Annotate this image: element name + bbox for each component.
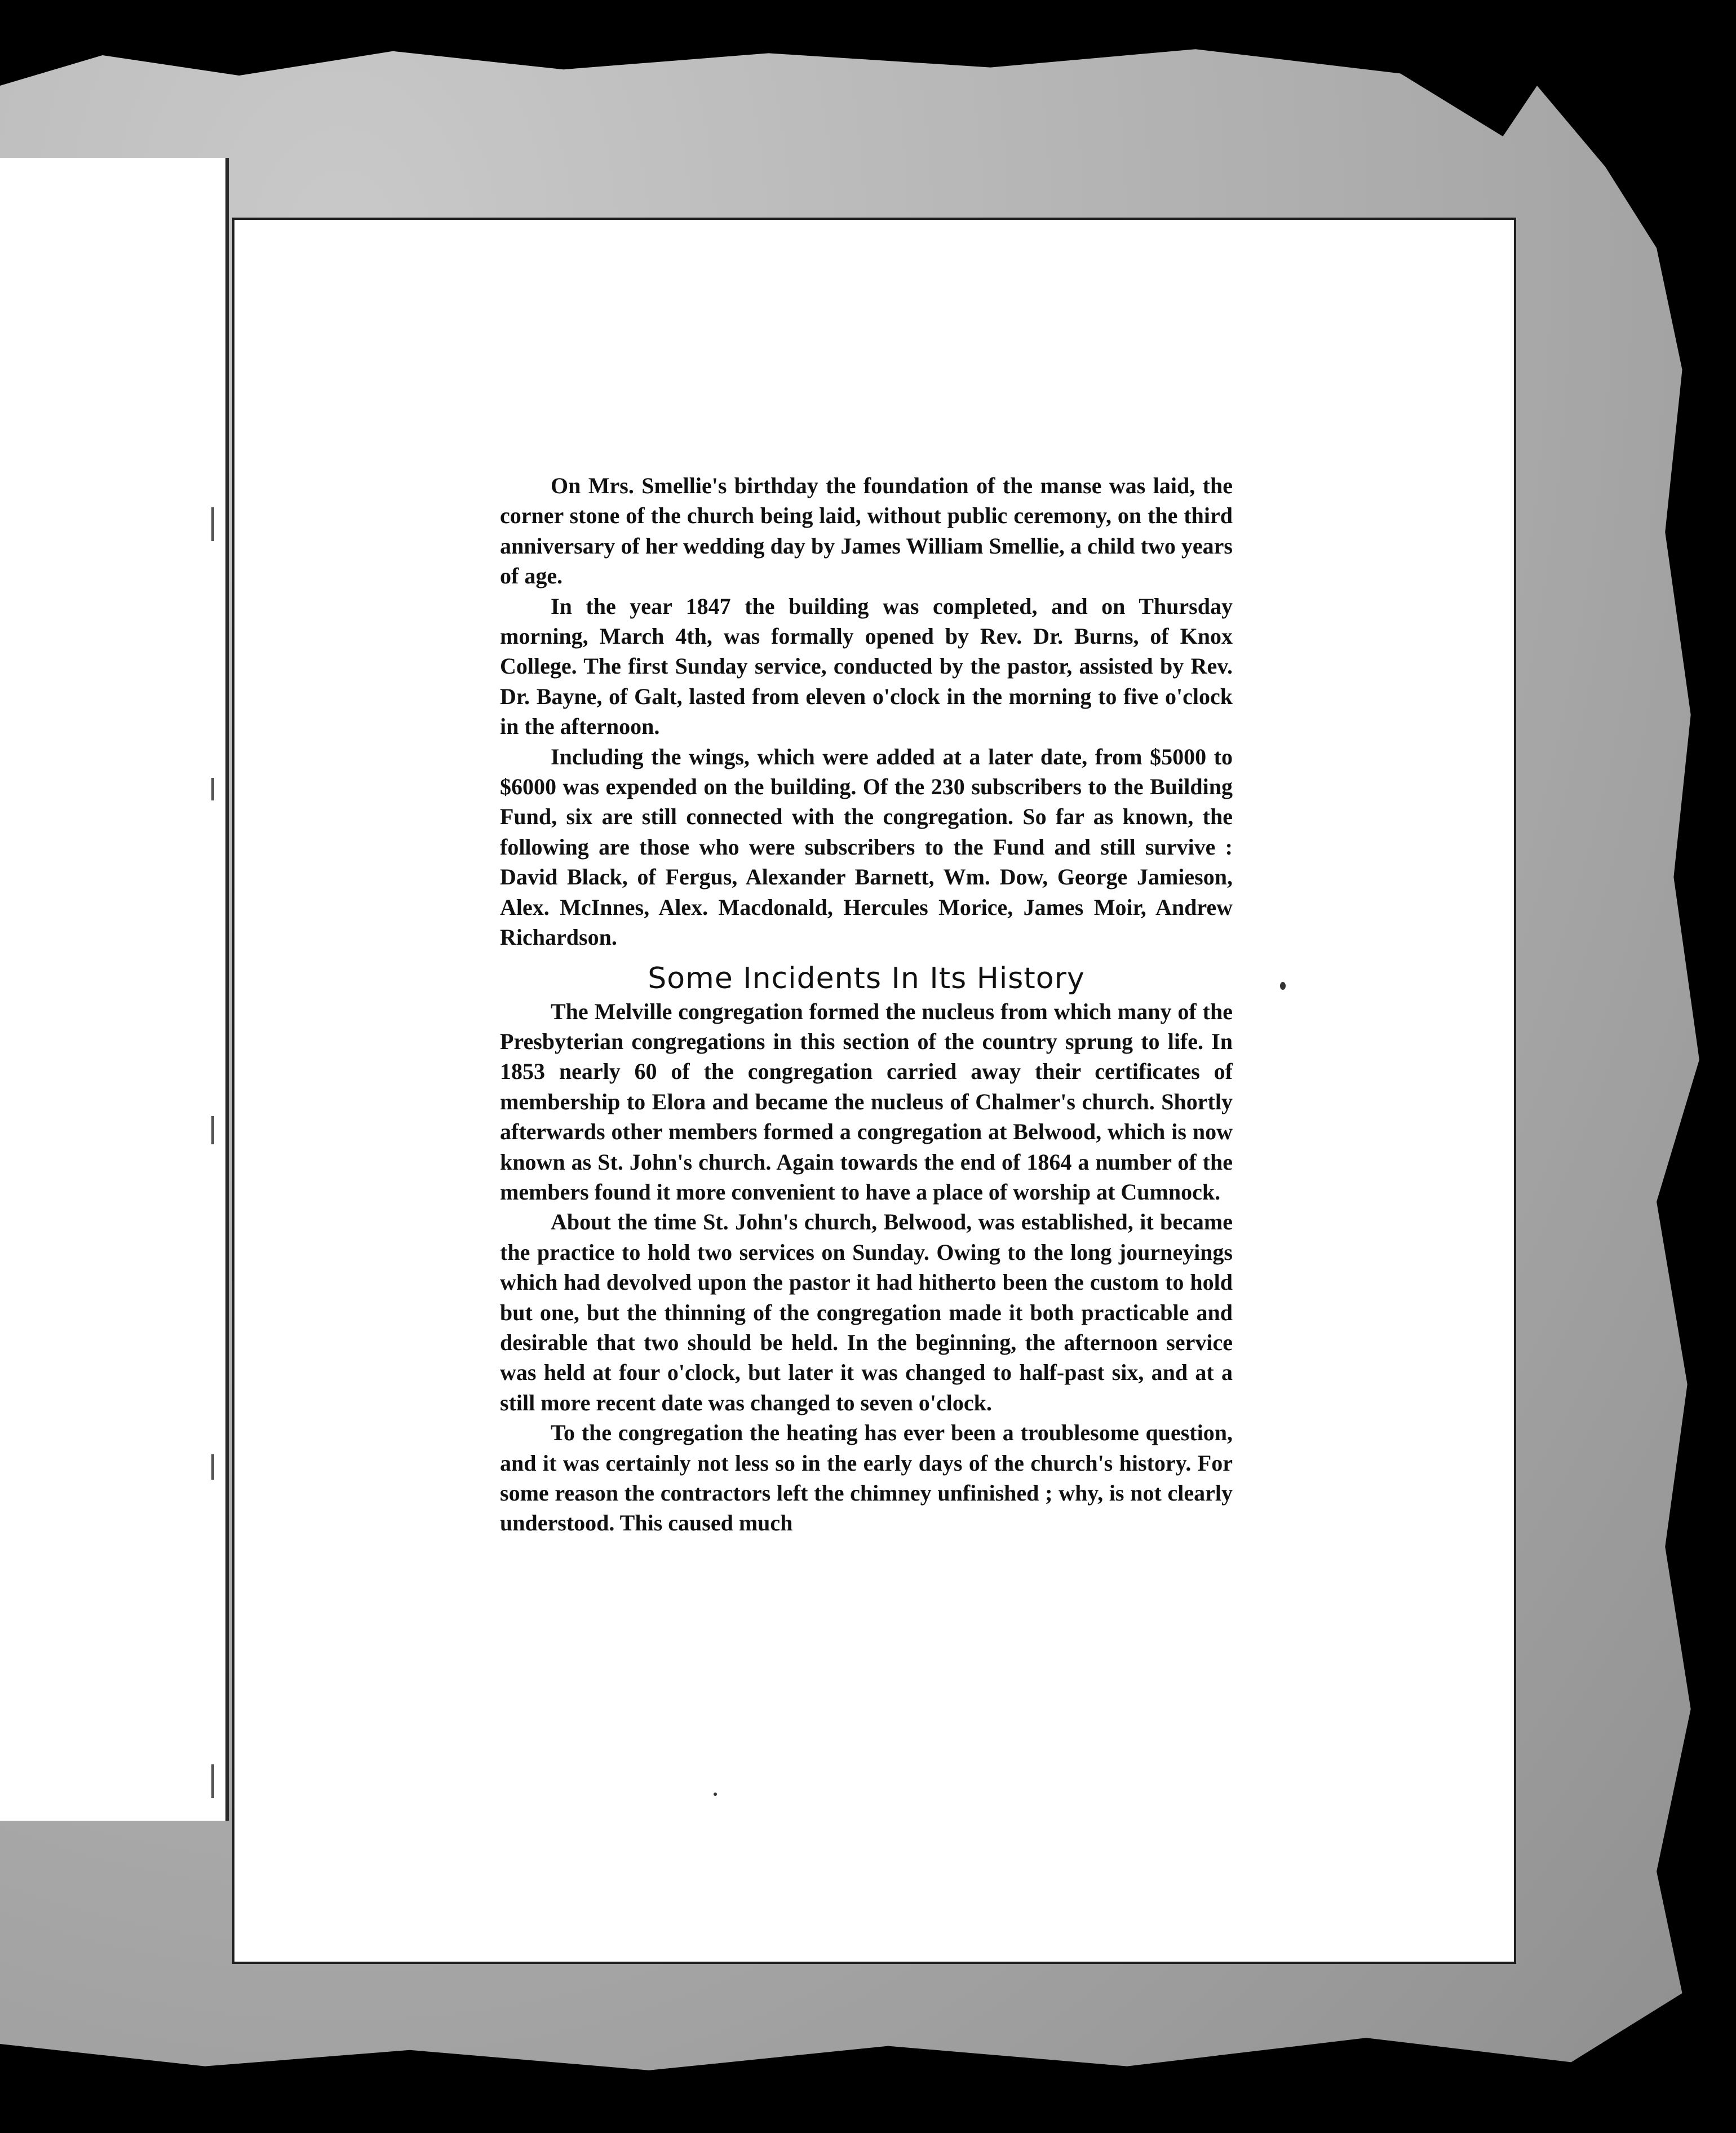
paragraph: About the time St. John's church, Belwood, was established, it became the practice to hold two services on Sunday. Owing to the long journeyings which had devolved upon the pastor it had hitherto been the custom to hold but one, but the thinning of the congregation made it both practicable and desirable that two should be held. In the beginning, the afternoon service was held at four o'clock, but later it was changed to half-past six, and at a still more recent date was changed to seven o'clock. bbox=[500, 1209, 1233, 1415]
facing-page-edge bbox=[0, 158, 229, 1821]
paragraph: In the year 1847 the building was completed, and on Thursday morning, March 4th, was formally opened by Rev. Dr. Burns, of Knox College. The first Sunday service, conducted by the pastor, assisted by Rev. Dr. Bayne, of Galt, lasted from eleven o'clock in the morning to five o'clock in the afternoon. bbox=[500, 593, 1233, 740]
paragraph: Including the wings, which were added at a later date, from $5000 to $6000 was expended on the building. Of the 230 subscribers to the Building Fund, six are still connected with the congregation. So far as known, the following are those who were subscribers to the Fund and still survive : David Black, of Fergus, Alexander Barnett, Wm. Dow, George Jamieson, Alex. McInnes, Alex. Macdonald, Hercules Morice, James Moir, Andrew Richardson. bbox=[500, 744, 1233, 950]
spine-mark bbox=[211, 778, 214, 800]
ink-speck bbox=[714, 1793, 717, 1796]
paragraph: On Mrs. Smellie's birthday the foundation of the manse was laid, the corner stone of the church being laid, without public ceremony, on the third anniversary of her wedding day by James William Smellie, a child two years of age. bbox=[500, 473, 1233, 589]
page-sheet bbox=[234, 220, 1514, 1962]
spine-mark bbox=[211, 507, 214, 541]
ink-speck bbox=[1280, 982, 1286, 990]
spine-mark bbox=[211, 1454, 214, 1480]
paragraph: To the congregation the heating has ever been a troublesome question, and it was certainly not less so in the early days of the church's history. For some reason the contractors left the chimney unfinished ; why, is not clearly understood. This caused much bbox=[500, 1420, 1233, 1536]
spine-mark bbox=[211, 1764, 214, 1798]
spine-mark bbox=[211, 1116, 214, 1144]
body-text bbox=[500, 471, 1233, 1538]
paragraph: The Melville congregation formed the nucleus from which many of the Presbyterian congregations in this section of the country sprung to life. In 1853 nearly 60 of the congregation carried away their certificates of membership to Elora and became the nucleus of Chalmer's church. Shortly afterwards other members formed a congregation at Belwood, which is now known as St. John's church. Again towards the end of 1864 a number of the members found it more convenient to have a place of worship at Cumnock. bbox=[500, 998, 1233, 1205]
section-heading: Some Incidents In Its History bbox=[648, 961, 1085, 995]
